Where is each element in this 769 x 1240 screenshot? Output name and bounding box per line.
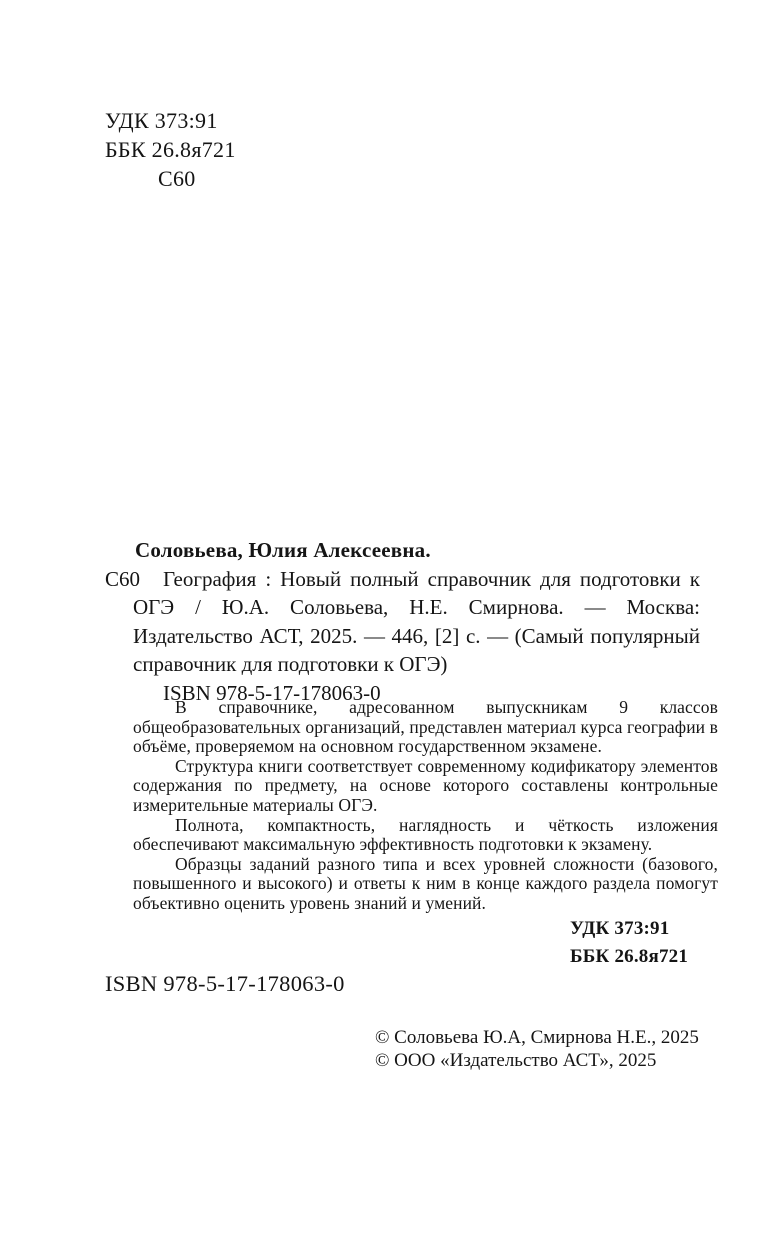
annotation-paragraph-4: Образцы заданий разного типа и всех уровней сложности (базового, повышенного и высокого) и ответы к ним в конце каждого раздела помогут объективно оценить уровень знаний и умений. xyxy=(133,853,718,913)
annotation-paragraph-3: Полнота, компактность, наглядность и чёткость изложения обеспечивают максимальную эффективность подготовки к экзамену. xyxy=(133,814,718,855)
top-codes-block xyxy=(105,106,236,193)
bbk-code-bottom: ББК 26.8я721 xyxy=(570,946,689,967)
codes-block-bottom xyxy=(570,915,688,971)
catalog-card xyxy=(105,536,700,707)
author-sigil-top: С60 xyxy=(158,166,196,191)
annotation-paragraph-1: В справочнике, адресованном выпускникам 9 классов общеобразовательных организаций, представлен материал курса географии в объёме, проверяемом на основном государственном экзамене. xyxy=(133,697,718,757)
copyright-block xyxy=(375,1026,699,1072)
annotation-paragraph-2: Структура книги соответствует современному кодификатору элементов содержания по предмету, на основе которого составлены контрольные измерительные материалы ОГЭ. xyxy=(133,755,718,815)
annotation-block xyxy=(133,698,718,914)
bbk-code-top: ББК 26.8я721 xyxy=(105,137,236,162)
author-name: Соловьева, Юлия Алексеевна. xyxy=(135,538,431,562)
copyright-authors-line: © Соловьева Ю.А, Смирнова Н.Е., 2025 xyxy=(375,1027,699,1048)
catalog-description: География : Новый полный справочник для подготовки к ОГЭ / Ю.А. Соловьева, Н.Е. Смирнова. — Москва: Издательство АСТ, 2025. — 446, [2] с. — (Самый популярный справочник для подготовки к ОГЭ) xyxy=(133,566,700,676)
catalog-isbn: ISBN 978-5-17-178063-0 xyxy=(163,680,381,705)
copyright-publisher-line: © ООО «Издательство АСТ», 2025 xyxy=(375,1050,657,1071)
udk-code-bottom: УДК 373:91 xyxy=(570,918,670,939)
isbn-line: ISBN 978-5-17-178063-0 xyxy=(105,971,345,996)
author-sigil: С60 xyxy=(105,566,141,591)
udk-code-top: УДК 373:91 xyxy=(105,108,218,133)
catalog-entry xyxy=(105,565,700,679)
